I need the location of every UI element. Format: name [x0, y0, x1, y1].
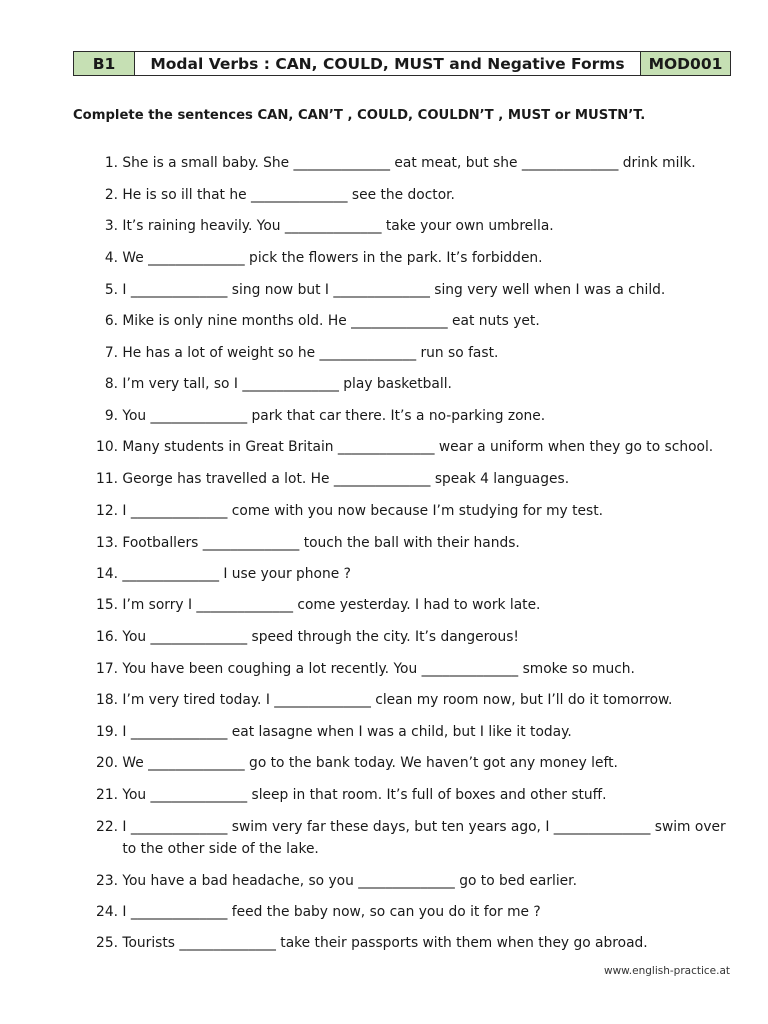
question-item	[88, 563, 738, 585]
worksheet-code: MOD001	[641, 52, 730, 75]
question-item	[88, 342, 738, 364]
question-item	[88, 405, 738, 427]
question-number: 5.	[104, 282, 118, 298]
question-item	[88, 658, 738, 680]
worksheet-header	[73, 51, 731, 76]
question-text: I ______________ sing now but I ______________ sing very well when I was a child.	[122, 282, 666, 298]
question-item	[88, 870, 738, 892]
instructions: Complete the sentences CAN, CAN’T , COULD, COULDN’T , MUST or MUSTN’T.	[73, 108, 646, 123]
question-item	[88, 784, 738, 806]
question-number: 25.	[96, 935, 118, 951]
question-text: Mike is only nine months old. He ______________ eat nuts yet.	[122, 313, 540, 329]
question-item	[88, 594, 738, 616]
question-number: 3.	[104, 218, 118, 234]
question-number: 1.	[104, 155, 118, 171]
question-item	[88, 373, 738, 395]
question-item	[88, 500, 738, 522]
question-text: I’m very tall, so I ______________ play basketball.	[122, 376, 452, 392]
question-number: 22.	[96, 819, 118, 835]
question-number: 20.	[96, 755, 118, 771]
question-text: George has travelled a lot. He ______________ speak 4 languages.	[122, 471, 570, 487]
question-number: 7.	[104, 345, 118, 361]
question-item	[88, 932, 738, 954]
question-number: 18.	[96, 692, 118, 708]
question-number: 4.	[104, 250, 118, 266]
question-text: I’m very tired today. I ______________ clean my room now, but I’ll do it tomorrow.	[122, 692, 673, 708]
question-item	[88, 247, 738, 269]
question-text: You have been coughing a lot recently. You ______________ smoke so much.	[122, 661, 635, 677]
question-item	[88, 215, 738, 237]
question-number: 9.	[104, 408, 118, 424]
question-text: It’s raining heavily. You ______________ take your own umbrella.	[122, 218, 554, 234]
question-text: He has a lot of weight so he ______________ run so fast.	[122, 345, 499, 361]
question-text: I ______________ come with you now because I’m studying for my test.	[122, 503, 603, 519]
question-item	[88, 901, 738, 923]
level-badge: B1	[74, 52, 135, 75]
question-item	[88, 436, 738, 458]
question-item	[88, 468, 738, 490]
question-item	[88, 752, 738, 774]
question-number: 16.	[96, 629, 118, 645]
question-number: 11.	[96, 471, 118, 487]
question-number: 23.	[96, 873, 118, 889]
question-text: You ______________ speed through the city. It’s dangerous!	[122, 629, 519, 645]
question-number: 6.	[104, 313, 118, 329]
question-text: I ______________ swim very far these days, but ten years ago, I ______________ swim over to the other side of the lake.	[122, 819, 726, 857]
question-text: I ______________ feed the baby now, so can you do it for me ?	[122, 904, 541, 920]
question-text: ______________ I use your phone ?	[122, 566, 351, 582]
question-text: You ______________ sleep in that room. It’s full of boxes and other stuff.	[122, 787, 607, 803]
question-text: You ______________ park that car there. It’s a no-parking zone.	[122, 408, 546, 424]
question-text: We ______________ go to the bank today. We haven’t got any money left.	[122, 755, 618, 771]
question-number: 24.	[96, 904, 118, 920]
question-item	[88, 152, 738, 174]
question-text: You have a bad headache, so you ______________ go to bed earlier.	[122, 873, 577, 889]
question-number: 13.	[96, 535, 118, 551]
question-item	[88, 626, 738, 648]
question-text: I ______________ eat lasagne when I was a child, but I like it today.	[122, 724, 572, 740]
question-text: We ______________ pick the flowers in the park. It’s forbidden.	[122, 250, 543, 266]
question-item	[88, 279, 738, 301]
question-item	[88, 310, 738, 332]
question-item	[88, 721, 738, 743]
question-number: 15.	[96, 597, 118, 613]
question-text: She is a small baby. She ______________ eat meat, but she ______________ drink milk.	[122, 155, 696, 171]
question-number: 12.	[96, 503, 118, 519]
question-text: Many students in Great Britain ______________ wear a uniform when they go to school.	[122, 439, 714, 455]
question-text: He is so ill that he ______________ see the doctor.	[122, 187, 455, 203]
question-number: 10.	[96, 439, 118, 455]
question-text: Tourists ______________ take their passports with them when they go abroad.	[122, 935, 648, 951]
worksheet-title: Modal Verbs : CAN, COULD, MUST and Negative Forms	[135, 52, 641, 75]
question-number: 2.	[104, 187, 118, 203]
question-number: 19.	[96, 724, 118, 740]
question-text: Footballers ______________ touch the ball with their hands.	[122, 535, 520, 551]
question-item	[88, 816, 738, 860]
question-number: 8.	[104, 376, 118, 392]
question-number: 14.	[96, 566, 118, 582]
footer-url: www.english-practice.at	[603, 965, 730, 977]
question-number: 17.	[96, 661, 118, 677]
question-item	[88, 184, 738, 206]
question-text: I’m sorry I ______________ come yesterday. I had to work late.	[122, 597, 541, 613]
question-item	[88, 689, 738, 711]
question-number: 21.	[96, 787, 118, 803]
question-item	[88, 532, 738, 554]
